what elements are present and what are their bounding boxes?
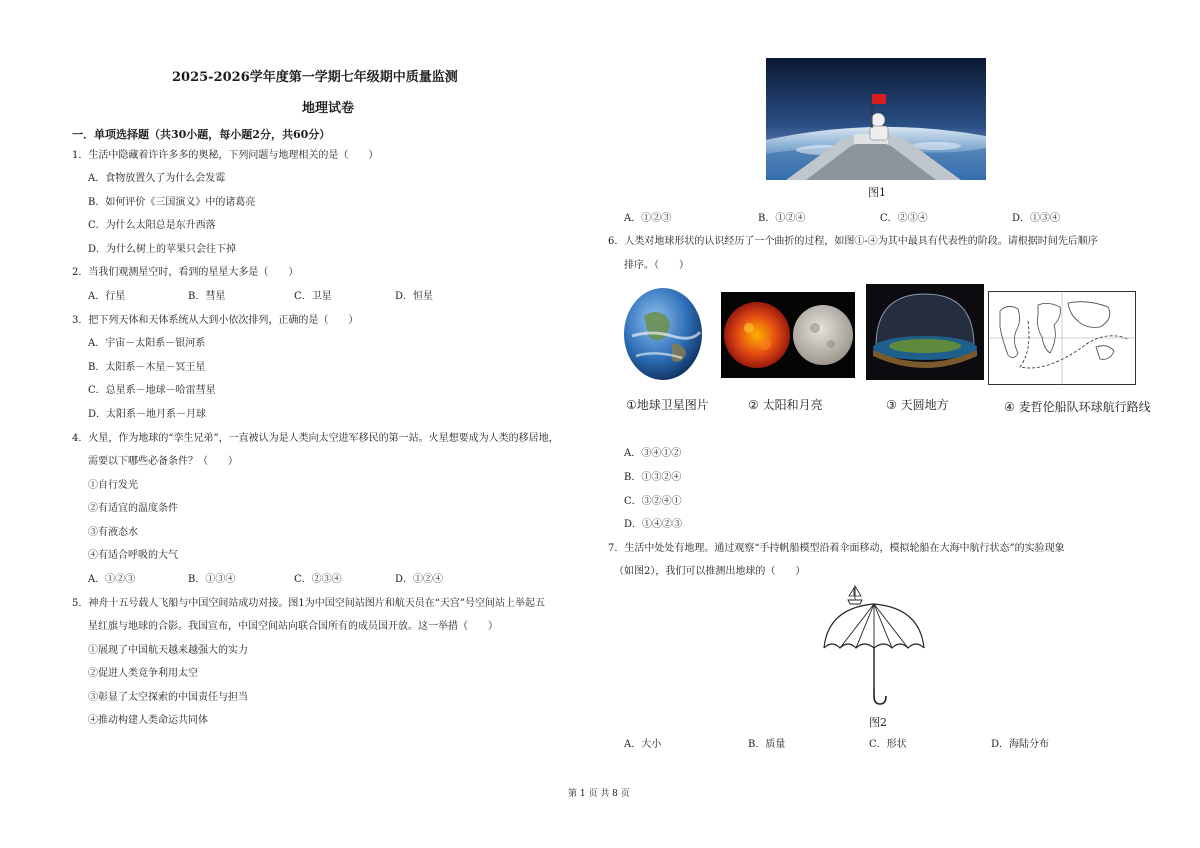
q2-option-c: C．卫星 <box>294 291 332 302</box>
q5-option-a: A．①②③ <box>624 213 672 224</box>
q7-option-c: C．形状 <box>869 739 907 750</box>
q4-item-4: ④有适合呼吸的大气 <box>88 550 178 561</box>
q4-option-a: A．①②③ <box>88 574 136 585</box>
q2-option-b: B．彗星 <box>188 291 226 302</box>
q5-option-c: C．②③④ <box>880 213 928 224</box>
q2-stem: 2．当我们观测星空时，看到的星星大多是（ ） <box>72 267 299 278</box>
q6-stem-line1: 6．人类对地球形状的认识经历了一个曲折的过程，如图①-④为其中最具有代表性的阶段。请根据时间先后顺序 <box>608 236 1098 247</box>
q6-label-1: ①地球卫星图片 <box>626 398 709 412</box>
q2-option-d: D．恒星 <box>395 291 434 302</box>
q6-image-earth <box>622 286 704 382</box>
q5-stem-line2: 星红旗与地球的合影。我国宣布，中国空间站向联合国所有的成员国开放。这一举措（ ） <box>88 621 498 632</box>
q7-option-d: D．海陆分布 <box>991 739 1050 750</box>
q1-option-b: B．如何评价《三国演义》中的诸葛亮 <box>88 197 256 208</box>
q3-option-b: B．太阳系－木星－冥王星 <box>88 362 206 373</box>
q6-image-sun-moon <box>721 292 855 378</box>
q1-option-c: C．为什么太阳总是东升西落 <box>88 220 216 231</box>
q6-label-4: ④ 麦哲伦船队环球航行路线 <box>1004 400 1151 414</box>
q7-stem-line1: 7．生活中处处有地理。通过观察“手持帆船模型沿着伞面移动，模拟轮船在大海中航行状态”的实验现象 <box>608 543 1065 554</box>
q3-stem: 3．把下列天体和天体系统从大到小依次排列，正确的是（ ） <box>72 315 359 326</box>
q6-option-b: B．①③②④ <box>624 472 682 483</box>
q6-option-d: D．①④②③ <box>624 519 683 530</box>
q7-option-a: A．大小 <box>624 739 662 750</box>
q2-option-a: A．行星 <box>88 291 126 302</box>
q6-option-c: C．③②④① <box>624 496 682 507</box>
q7-stem-line2: （如图2），我们可以推测出地球的（ ） <box>614 566 806 577</box>
q4-option-c: C．②③④ <box>294 574 342 585</box>
q7-option-b: B．质量 <box>748 739 786 750</box>
exam-subtitle: 地理试卷 <box>302 101 355 116</box>
figure-2-caption: 图2 <box>869 716 887 729</box>
q6-label-2: ② 太阳和月亮 <box>748 398 823 412</box>
q5-item-1: ①展现了中国航天越来越强大的实力 <box>88 645 248 656</box>
figure-1-caption: 图1 <box>868 186 886 199</box>
q5-stem-line1: 5．神舟十五号载人飞船与中国空间站成功对接。图1为中国空间站图片和航天员在“天宫”号空间站上举起五 <box>72 598 545 609</box>
q6-stem-line2: 排序。（ ） <box>624 260 689 271</box>
q5-item-2: ②促进人类竞争利用太空 <box>88 668 198 679</box>
q3-option-a: A．宇宙－太阳系－银河系 <box>88 338 206 349</box>
q3-option-d: D．太阳系－地月系－月球 <box>88 409 207 420</box>
q4-item-3: ③有液态水 <box>88 527 138 538</box>
q6-image-magellan-map <box>988 291 1136 385</box>
q1-option-d: D．为什么树上的苹果只会往下掉 <box>88 244 237 255</box>
figure-2-umbrella-boat <box>818 582 930 712</box>
q6-option-a: A．③④①② <box>624 448 682 459</box>
q4-item-1: ①自行发光 <box>88 480 138 491</box>
q5-item-4: ④推动构建人类命运共同体 <box>88 715 208 726</box>
q5-item-3: ③彰显了太空探索的中国责任与担当 <box>88 692 248 703</box>
q4-option-d: D．①②④ <box>395 574 444 585</box>
figure-1-space-station-photo <box>766 58 986 180</box>
exam-title: 2025-2026学年度第一学期七年级期中质量监测 <box>172 70 458 85</box>
q4-item-2: ②有适宜的温度条件 <box>88 503 178 514</box>
q4-stem-line1: 4．火星，作为地球的“孪生兄弟”，一直被认为是人类向太空进军移民的第一站。火星想要成为人类的移居地， <box>72 433 559 444</box>
q5-option-d: D．①③④ <box>1012 213 1061 224</box>
q4-stem-line2: 需要以下哪些必备条件？（ ） <box>88 456 238 467</box>
q4-option-b: B．①③④ <box>188 574 236 585</box>
q3-option-c: C．总星系－地球－哈雷彗星 <box>88 385 216 396</box>
q5-option-b: B．①②④ <box>758 213 806 224</box>
section-heading: 一．单项选择题（共30小题，每小题2分，共60分） <box>72 128 331 141</box>
q6-image-dome-earth <box>866 284 984 380</box>
q1-stem: 1．生活中隐藏着许许多多的奥秘，下列问题与地理相关的是（ ） <box>72 150 379 161</box>
q1-option-a: A．食物放置久了为什么会发霉 <box>88 173 226 184</box>
page-number: 第 1 页 共 8 页 <box>568 789 630 799</box>
q6-label-3: ③ 天圆地方 <box>886 398 949 412</box>
